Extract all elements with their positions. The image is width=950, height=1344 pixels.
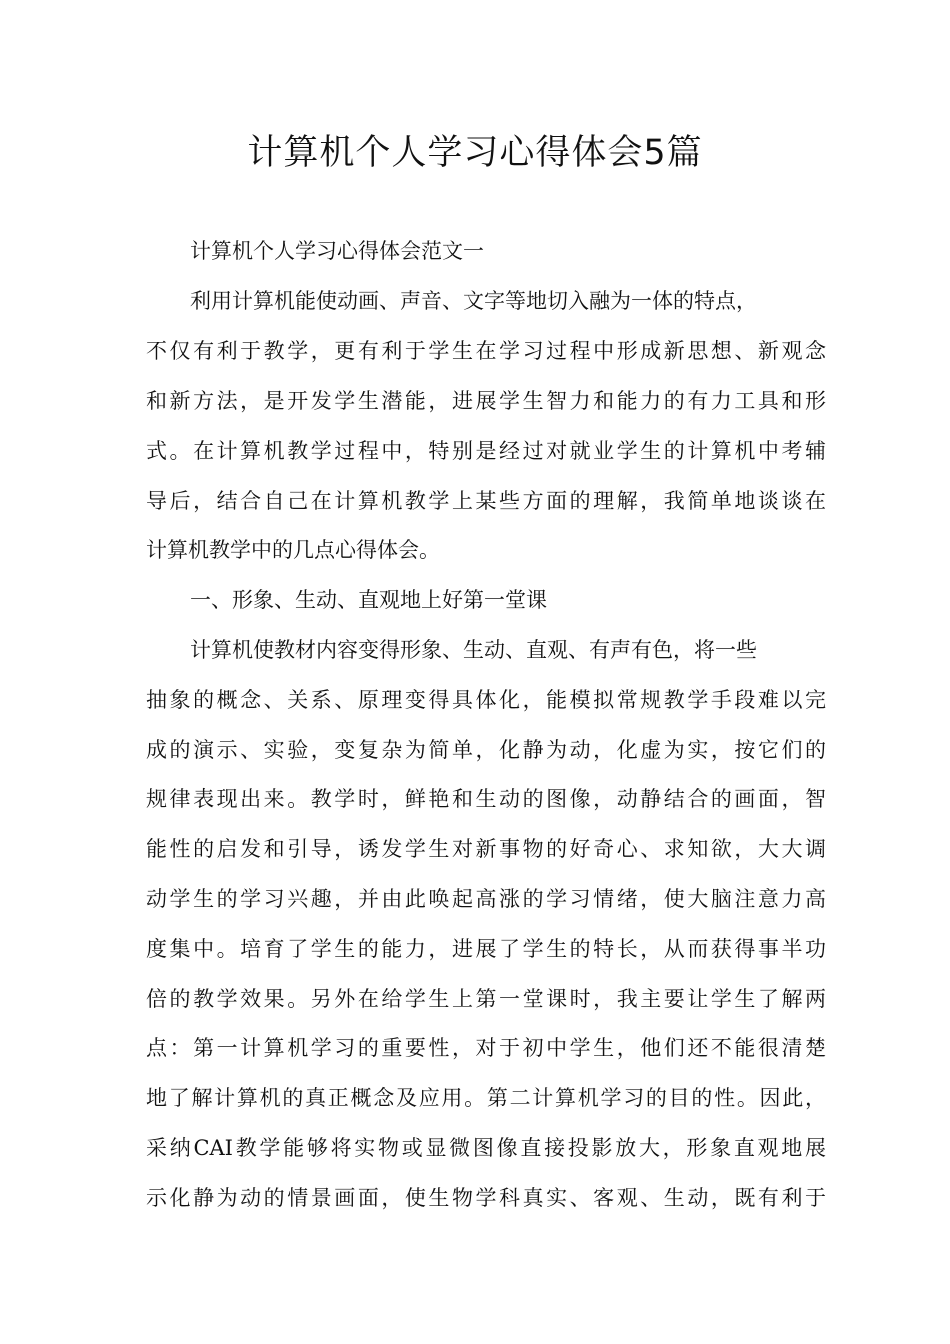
paragraph-line: 导后，结合自己在计算机教学上某些方面的理解，我简单地谈谈在 [146,489,826,513]
paragraph-line: 不仅有利于教学，更有利于学生在学习过程中形成新思想、新观念 [146,339,826,363]
paragraph-line: 示化静为动的情景画面，使生物学科真实、客观、生动，既有利于 [146,1186,826,1210]
document-title: 计算机个人学习心得体会5篇 [247,133,703,173]
section-subtitle: 计算机个人学习心得体会范文一 [190,239,484,263]
section-heading: 一、形象、生动、直观地上好第一堂课 [190,588,547,612]
paragraph-line: 点：第一计算机学习的重要性，对于初中学生，他们还不能很清楚 [146,1036,826,1060]
paragraph-line: 采纳CAI教学能够将实物或显微图像直接投影放大，形象直观地展 [146,1136,826,1160]
paragraph-line: 计算机教学中的几点心得体会。 [146,538,440,562]
paragraph-line: 式。在计算机教学过程中，特别是经过对就业学生的计算机中考辅 [146,439,826,463]
paragraph-line: 倍的教学效果。另外在给学生上第一堂课时，我主要让学生了解两 [146,987,826,1011]
paragraph-line: 能性的启发和引导，诱发学生对新事物的好奇心、求知欲，大大调 [146,837,826,861]
paragraph-line: 度集中。培育了学生的能力，进展了学生的特长，从而获得事半功 [146,937,826,961]
paragraph-line: 利用计算机能使动画、声音、文字等地切入融为一体的特点， [190,289,757,313]
paragraph-line: 抽象的概念、关系、原理变得具体化，能模拟常规教学手段难以完 [146,688,826,712]
paragraph-line: 规律表现出来。教学时，鲜艳和生动的图像，动静结合的画面，智 [146,787,826,811]
paragraph-line: 动学生的学习兴趣，并由此唤起高涨的学习情绪，使大脑注意力高 [146,887,826,911]
paragraph-line: 地了解计算机的真正概念及应用。第二计算机学习的目的性。因此， [146,1086,826,1110]
paragraph-line: 和新方法，是开发学生潜能，进展学生智力和能力的有力工具和形 [146,389,826,413]
paragraph-line: 计算机使教材内容变得形象、生动、直观、有声有色，将一些 [190,638,757,662]
paragraph-line: 成的演示、实验，变复杂为简单，化静为动，化虚为实，按它们的 [146,738,826,762]
